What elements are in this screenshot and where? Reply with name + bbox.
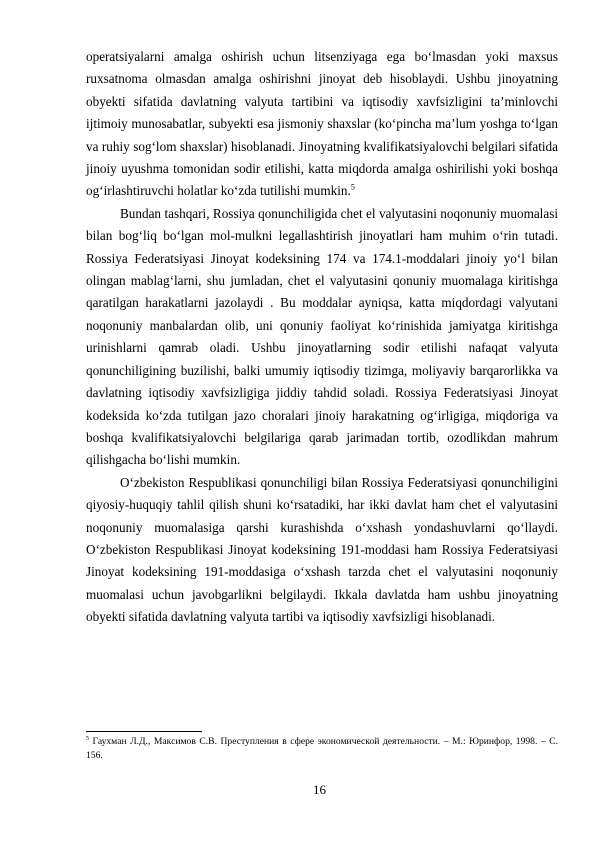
footnote-number: 5 — [86, 735, 89, 742]
paragraph-3: O‘zbekiston Respublikasi qonunchiligi bilan Rossiya Federatsiyasi qonunchiligini qiyosiy-huquqiy tahlil qilish shuni ko‘rsatadiki, har ikki davlat ham chet el valyutasini noqonuniy muomalasiga qarshi kurashishda o‘xshash yondashuvlarni qo‘llaydi. O‘zbekiston Respublikasi Jinoyat kodeksining 191-moddasi ham Rossiya Federatsiyasi Jinoyat kodeksining 191-moddasiga o‘xshash tarzda chet el valyutasini noqonuniy muomalasi uchun javobgarlikni belgilaydi. Ikkala davlatda ham ushbu jinoyatning obyekti sifatida davlatning valyuta tartibi va iqtisodiy xavfsizligi hisoblanadi. — [86, 474, 558, 625]
body-text — [86, 46, 558, 629]
footnote-separator — [86, 731, 202, 732]
footnote — [86, 735, 558, 762]
paragraph-1: operatsiyalarni amalga oshirish uchun litsenziyaga ega bo‘lmasdan yoki maxsus ruxsatnoma olmasdan amalga oshirishni jinoyat deb hisoblaydi. Ushbu jinoyatning obyekti sifatida davlatning valyuta tartibini va iqtisodiy xavfsizligini ta’minlovchi ijtimoiy munosabatlar, subyekti esa jismoniy shaxslar (ko‘pincha ma’lum yoshga to‘lgan va ruhiy sog‘lom shaxslar) hisoblanadi. Jinoyatning kvalifikatsiyalovchi belgilari sifatida jinoiy uyushma tomonidan sodir etilishi, katta miqdorda amalga oshirilishi yoki boshqa og‘irlashtiruvchi holatlar ko‘zda tutilishi mumkin.$^5$ — [86, 49, 558, 199]
footnote-reference[interactable]: 5 — [350, 183, 355, 193]
page-number: 16 — [313, 782, 326, 797]
footnote-text: Гаухман Л.Д., Максимов С.В. Преступления в сфере экономической деятельности. – М.: Юринфор, 1998. – С. 156. — [86, 736, 558, 761]
paragraph-2: Bundan tashqari, Rossiya qonunchiligida chet el valyutasini noqonuniy muomalasi bilan bog‘liq bo‘lgan mol-mulkni legallashtirish jinoyatlari ham muhim o‘rin tutadi. Rossiya Federatsiyasi Jinoyat kodeksining 174 va 174.1-moddalari jinoiy yo‘l bilan olingan mablag‘larni, shu jumladan, chet el valyutasini qonuniy muomalaga kiritishga qaratilgan harakatlarni jazolaydi . Bu moddalar ayniqsa, katta miqdordagi valyutani noqonuniy manbalardan olib, uni qonuniy faoliyat ko‘rinishida jamiyatga kiritishga urinishlarni qamrab oladi. Ushbu jinoyatlarning sodir etilishi nafaqat valyuta qonunchiligining buzilishi, balki umumiy iqtisodiy tizimga, moliyaviy barqarorlikka va davlatning iqtisodiy xavfsizligiga jiddiy tahdid soladi. Rossiya Federatsiyasi Jinoyat kodeksida ko‘zda tutilgan jazo choralari jinoiy harakatning og‘irligiga, miqdoriga va boshqa kvalifikatsiyalovchi belgilariga qarab jarimadan tortib, ozodlikdan mahrum qilishgacha bo‘lishi mumkin. — [86, 205, 558, 468]
